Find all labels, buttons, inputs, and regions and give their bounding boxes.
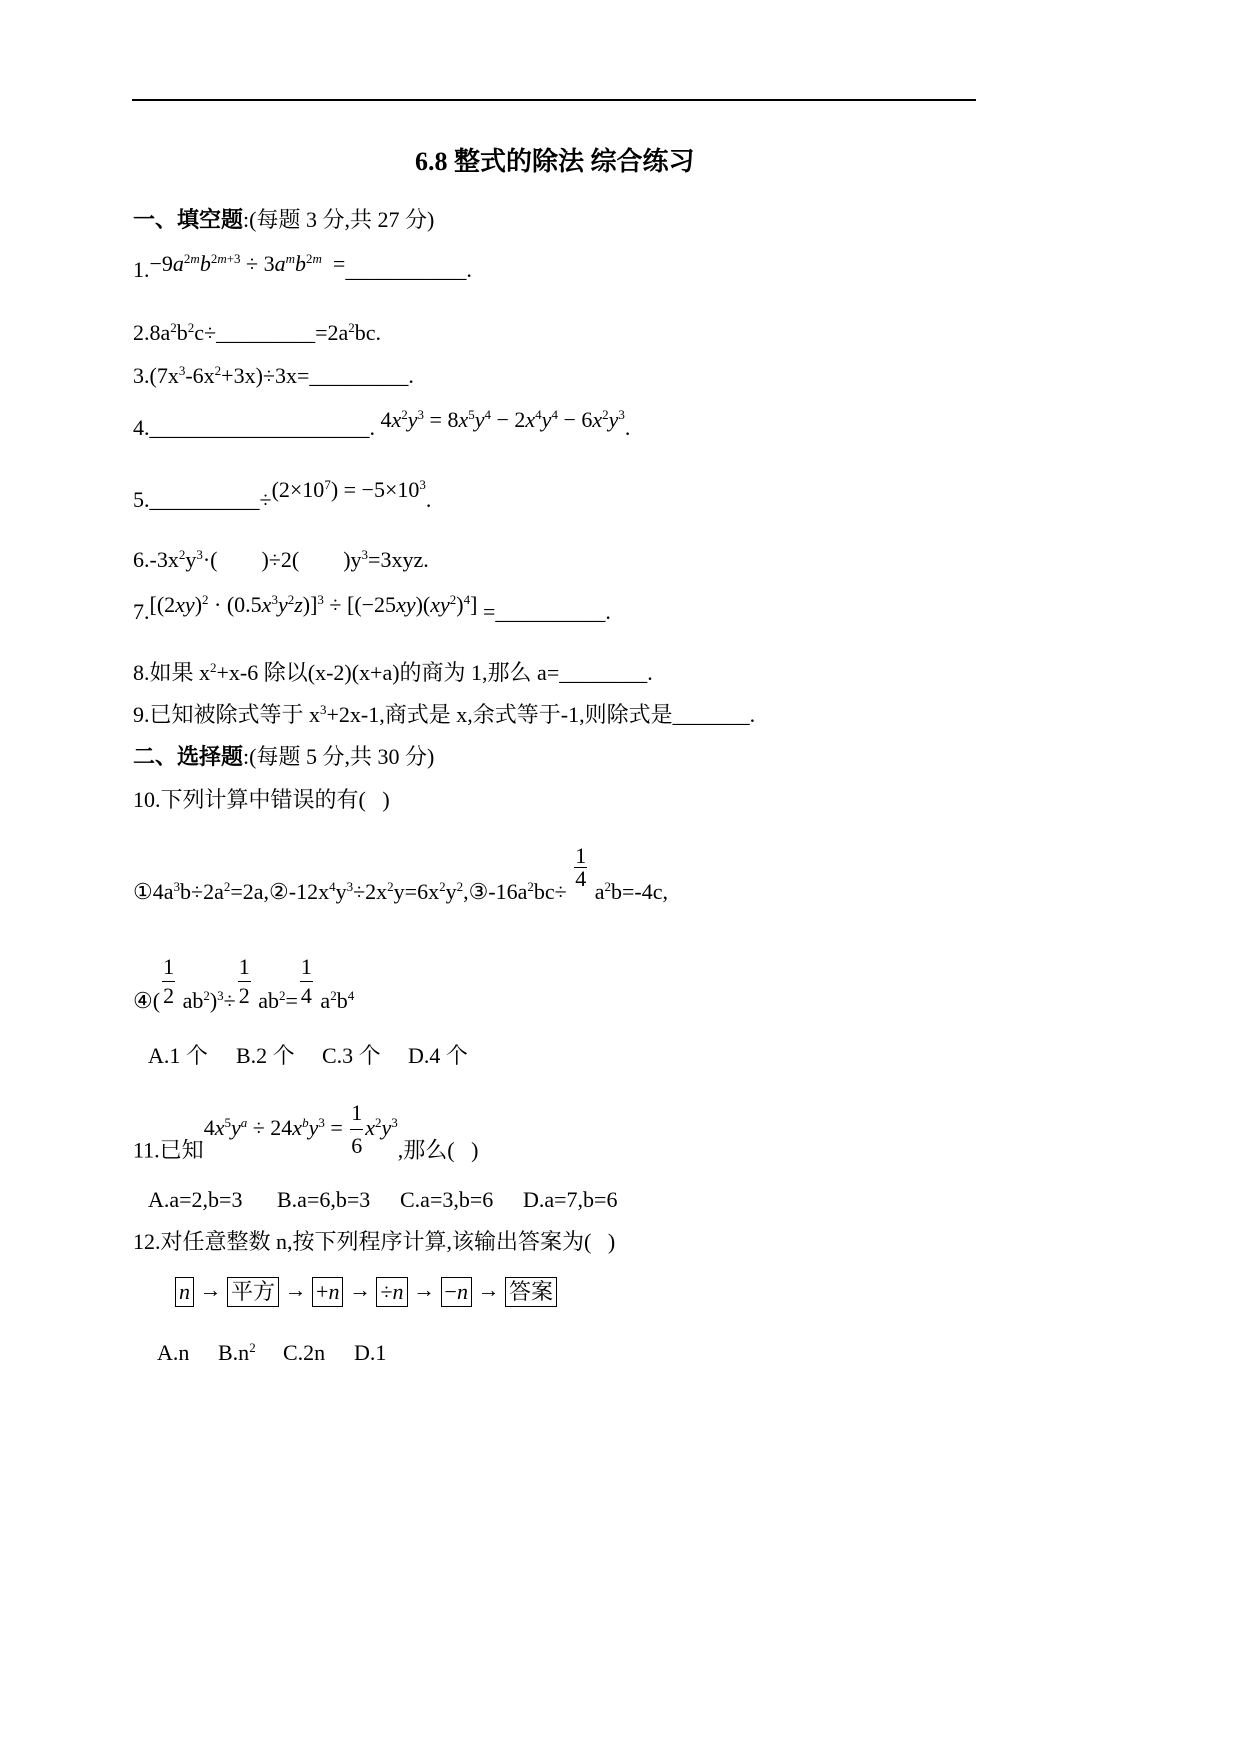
superscript: 2 <box>439 879 446 894</box>
text-run: 2.8a <box>133 320 171 345</box>
math-text: 5 <box>224 1114 231 1130</box>
math-expression <box>375 407 625 432</box>
section-title: 一、填空题 <box>133 207 244 232</box>
superscript: 2 <box>249 1340 256 1355</box>
math-variable: y <box>381 1114 392 1140</box>
text-run: 9.已知被除式等于 x <box>133 702 321 727</box>
fraction <box>162 953 175 1010</box>
section-2-heading <box>133 742 434 772</box>
math-text: ÷ [(−25 <box>323 592 397 617</box>
program-flowchart <box>175 1275 557 1305</box>
text-run: ,那么( ) <box>397 1137 479 1163</box>
math-variable: b <box>199 251 211 276</box>
text-run: A.1 个 <box>148 1043 208 1068</box>
fraction <box>300 953 313 1010</box>
math-variable: n <box>179 1278 190 1304</box>
math-superscript <box>468 407 475 422</box>
question-6 <box>133 545 429 575</box>
math-run <box>325 1115 348 1140</box>
text-run: ①4a <box>133 879 174 904</box>
math-text: 2 <box>602 407 609 422</box>
text-run: C.3 个 <box>322 1043 381 1068</box>
math-variable: m <box>217 251 227 266</box>
text-run: A.n <box>157 1340 190 1365</box>
question-3 <box>133 361 414 391</box>
question-8 <box>133 658 653 688</box>
math-text: 5 <box>468 407 475 422</box>
math-text: − 2 <box>490 407 526 432</box>
text-run: 8.如果 x <box>133 660 211 685</box>
text-run: ) <box>209 988 218 1013</box>
text-run: y=6x <box>393 879 440 904</box>
text-run: 7. <box>133 599 150 624</box>
math-text: ) <box>456 592 464 617</box>
superscript: 2 <box>210 660 217 675</box>
text-run: y <box>185 547 197 572</box>
section-1-heading <box>133 205 434 235</box>
text-run: b <box>176 320 188 345</box>
text-run: ④( <box>133 988 161 1013</box>
math-superscript <box>241 1115 248 1130</box>
question-12 <box>133 1227 615 1257</box>
math-superscript <box>418 407 425 422</box>
math-variable: a <box>240 1114 248 1130</box>
math-run <box>150 251 184 276</box>
superscript: 3 <box>346 879 354 894</box>
math-variable: b <box>295 251 307 276</box>
math-variable: xy <box>430 592 450 617</box>
math-text: (2×10 <box>271 477 325 502</box>
question-5 <box>133 477 432 515</box>
math-superscript <box>271 592 278 607</box>
option-c <box>400 1185 493 1215</box>
math-text: ) = −5×10 <box>330 477 420 502</box>
math-superscript <box>302 1115 309 1130</box>
fraction-denominator: 4 <box>300 983 312 1008</box>
math-variable: a <box>172 251 184 276</box>
math-variable: y <box>608 407 619 432</box>
text-run: D.a=7,b=6 <box>523 1187 618 1212</box>
math-run <box>491 407 535 432</box>
text-run: → <box>194 1277 227 1302</box>
math-superscript <box>401 407 408 422</box>
math-text: 3 <box>618 407 625 422</box>
math-variable: n <box>328 1278 340 1304</box>
text-run: y <box>445 879 457 904</box>
math-text: 2 <box>202 592 209 607</box>
text-run: 1. <box>133 257 150 282</box>
math-superscript <box>535 407 542 422</box>
math-run <box>272 477 325 502</box>
fraction-numerator: 1 <box>162 953 175 982</box>
question-10 <box>133 785 390 815</box>
fraction-denominator: 2 <box>238 983 250 1008</box>
page-title: 6.8 整式的除法 综合练习 <box>415 147 695 176</box>
question-7 <box>133 592 611 627</box>
math-text: +3 <box>226 251 241 266</box>
flow-box: 平方 <box>227 1277 279 1307</box>
math-variable: m <box>285 251 296 266</box>
text-run: 11.已知 <box>133 1137 204 1163</box>
option-c <box>322 1041 381 1071</box>
text-run: b <box>336 988 348 1013</box>
math-run <box>295 251 306 276</box>
math-variable: y <box>541 407 552 432</box>
text-run: C.2n <box>283 1340 326 1365</box>
text-run: 12.对任意整数 n,按下列程序计算,该输出答案为( ) <box>133 1229 616 1254</box>
flow-box <box>175 1277 194 1307</box>
text-run: . <box>425 487 432 512</box>
text-run: =__________. <box>477 599 611 624</box>
math-text: 4 <box>463 592 471 607</box>
option-a <box>148 1185 242 1215</box>
math-text: ÷ 3 <box>240 251 275 276</box>
math-variable: x <box>365 1114 376 1140</box>
math-expression <box>150 251 346 276</box>
text-run: b÷2a <box>180 879 224 904</box>
text-run: ÷ <box>223 988 236 1013</box>
fraction <box>238 953 251 1010</box>
math-text: [(2 <box>149 592 176 617</box>
math-text: · (0.5 <box>208 592 262 617</box>
text-run: . <box>624 415 631 440</box>
text-run: -6x <box>185 363 215 388</box>
math-text: = 8 <box>424 407 459 432</box>
math-superscript <box>375 1115 382 1130</box>
math-superscript <box>324 477 331 492</box>
math-text: 3 <box>419 477 426 492</box>
superscript: 3 <box>173 879 180 894</box>
math-text: 4 <box>375 407 392 432</box>
section-note: :(每题 5 分,共 30 分) <box>243 744 435 769</box>
math-run <box>278 592 288 617</box>
text-run: ab <box>252 988 279 1013</box>
superscript: 3 <box>196 547 203 562</box>
text-run: a <box>314 988 331 1013</box>
text-run: ___________. <box>345 257 472 282</box>
math-text: = <box>324 1114 349 1140</box>
math-variable: x <box>292 1114 303 1140</box>
text-run: B.a=6,b=3 <box>277 1187 371 1212</box>
superscript: 2 <box>214 363 222 378</box>
math-run <box>247 1115 302 1140</box>
text-run: D.1 <box>354 1340 387 1365</box>
superscript: 2 <box>203 988 210 1003</box>
math-variable: m <box>312 251 322 266</box>
math-text: ÷ <box>380 1278 393 1304</box>
fraction-denominator: 4 <box>575 866 587 891</box>
math-variable: y <box>407 407 418 432</box>
math-run <box>375 407 401 432</box>
math-text: 4 <box>203 1114 215 1140</box>
superscript: 2 <box>223 879 231 894</box>
math-run <box>231 1115 241 1140</box>
math-run <box>324 592 450 617</box>
math-run <box>294 592 317 617</box>
math-variable: x <box>391 407 402 432</box>
math-text: ) <box>194 592 203 617</box>
flow-box <box>441 1277 472 1307</box>
text-run: c÷_________=2a <box>194 320 349 345</box>
superscript: 3 <box>361 547 369 562</box>
math-text: ] <box>470 592 478 617</box>
math-text: 3 <box>318 1114 325 1130</box>
text-run: 10.下列计算中错误的有( ) <box>133 787 390 812</box>
math-variable: x <box>592 407 603 432</box>
math-variable: x <box>214 1114 225 1140</box>
text-run: = <box>285 988 298 1013</box>
math-text: 3 <box>391 1114 398 1130</box>
question-9 <box>133 700 755 730</box>
superscript: 2 <box>178 547 186 562</box>
superscript: 3 <box>320 702 327 717</box>
math-text: + <box>316 1278 329 1304</box>
fraction-numerator: 1 <box>350 1097 363 1130</box>
math-run <box>382 1115 392 1140</box>
math-run <box>470 592 477 617</box>
math-superscript <box>211 251 241 266</box>
superscript: 2 <box>604 879 612 894</box>
question-10-statement-4 <box>133 954 355 1013</box>
math-run <box>365 1115 375 1140</box>
math-superscript <box>318 1115 325 1130</box>
math-text: )( <box>415 592 431 617</box>
math-text: 3 <box>417 407 425 422</box>
section-title: 二、选择题 <box>133 744 244 769</box>
math-superscript <box>419 477 426 492</box>
math-text: 4 <box>551 407 558 422</box>
text-run: → <box>471 1277 505 1302</box>
fraction-numerator: 1 <box>238 953 251 982</box>
question-2 <box>133 318 381 348</box>
fraction-denominator: 6 <box>351 1133 363 1158</box>
fraction-numerator: 1 <box>575 843 587 868</box>
text-run: ÷2x <box>353 879 388 904</box>
math-text: 3 <box>271 592 278 607</box>
text-run: ,③-16a <box>463 879 528 904</box>
math-text: 2 <box>449 592 457 607</box>
fraction <box>574 845 587 890</box>
text-run: 3.(7x <box>133 363 179 388</box>
math-text: 7 <box>324 477 331 492</box>
option-b <box>218 1338 256 1368</box>
math-variable: a <box>274 251 286 276</box>
math-variable: x <box>525 407 536 432</box>
option-b <box>277 1185 370 1215</box>
superscript: 2 <box>527 879 534 894</box>
superscript: 4 <box>347 988 355 1003</box>
text-run: ab <box>177 988 204 1013</box>
math-superscript <box>317 592 324 607</box>
text-run: → <box>279 1277 313 1302</box>
math-run <box>408 407 418 432</box>
math-variable: x <box>261 592 272 617</box>
math-expression <box>150 592 478 617</box>
math-superscript <box>450 592 457 607</box>
math-variable: m <box>190 251 200 266</box>
math-text: ÷ 24 <box>247 1114 293 1140</box>
math-variable: y <box>277 592 288 617</box>
math-run <box>331 477 420 502</box>
math-variable: y <box>230 1114 241 1140</box>
math-variable: y <box>474 407 485 432</box>
math-run <box>204 1115 225 1140</box>
math-run <box>424 407 468 432</box>
text-run: 5.__________÷ <box>133 487 272 512</box>
math-variable: n <box>392 1278 404 1304</box>
math-text: 2 <box>401 407 408 422</box>
text-run: b=-4c, <box>611 879 669 904</box>
text-run: → <box>343 1277 377 1302</box>
superscript: 4 <box>329 879 336 894</box>
math-text: 2 <box>306 251 313 266</box>
text-run: 6.-3x <box>133 547 179 572</box>
math-superscript <box>602 407 609 422</box>
question-11 <box>133 1100 479 1163</box>
math-variable: x <box>458 407 469 432</box>
flow-box <box>312 1277 343 1307</box>
superscript: 2 <box>348 320 355 335</box>
math-text: − <box>444 1278 457 1304</box>
fraction <box>350 1097 363 1162</box>
math-superscript <box>306 251 322 266</box>
question-1 <box>133 251 472 285</box>
math-variable: n <box>456 1278 468 1304</box>
math-superscript <box>288 592 295 607</box>
math-superscript <box>391 1115 398 1130</box>
question-4 <box>133 407 631 443</box>
math-run <box>241 251 286 276</box>
math-run <box>200 251 211 276</box>
flow-box: 答案 <box>505 1277 557 1307</box>
option-d <box>523 1185 617 1215</box>
math-text: 2 <box>183 251 191 266</box>
math-superscript <box>224 1115 231 1130</box>
math-text: 2 <box>375 1114 382 1130</box>
text-run: 4.____________________. <box>133 415 375 440</box>
option-a <box>157 1338 189 1368</box>
text-run: =2a,②-12x <box>230 879 330 904</box>
math-variable: xy <box>175 592 195 617</box>
math-run <box>309 1115 319 1140</box>
math-superscript <box>184 251 200 266</box>
math-run <box>542 407 552 432</box>
superscript: 2 <box>279 988 286 1003</box>
math-superscript <box>484 407 491 422</box>
option-c <box>283 1338 325 1368</box>
math-text: 4 <box>484 407 491 422</box>
math-text: 3 <box>317 592 324 607</box>
fraction-denominator: 2 <box>163 983 175 1008</box>
math-run <box>558 407 602 432</box>
math-run <box>456 592 463 617</box>
option-d <box>408 1041 468 1071</box>
option-d <box>354 1338 386 1368</box>
math-expression <box>272 477 426 502</box>
header-rule <box>132 99 976 101</box>
math-variable: b <box>302 1114 309 1130</box>
math-text: 2 <box>210 251 218 266</box>
math-text: 2 <box>287 592 295 607</box>
text-run: a <box>589 879 605 904</box>
text-run: C.a=3,b=6 <box>400 1187 494 1212</box>
flow-box <box>376 1277 407 1307</box>
option-b <box>236 1041 295 1071</box>
superscript: 2 <box>387 879 394 894</box>
superscript: 2 <box>187 320 195 335</box>
superscript: 3 <box>178 363 186 378</box>
math-text: −9 <box>149 251 173 276</box>
text-run: +x-6 除以(x-2)(x+a)的商为 1,那么 a=________. <box>216 660 653 685</box>
superscript: 3 <box>217 988 224 1003</box>
superscript: 2 <box>330 988 337 1003</box>
math-expression <box>203 1100 398 1158</box>
text-run: =3xyz. <box>368 547 429 572</box>
math-run <box>322 251 345 276</box>
text-run: → <box>407 1277 441 1302</box>
math-superscript <box>618 407 625 422</box>
math-run <box>609 407 619 432</box>
math-variable: y <box>308 1114 319 1140</box>
text-run: bc. <box>354 320 382 345</box>
text-run: B.2 个 <box>236 1043 295 1068</box>
math-text: = <box>321 251 346 276</box>
math-superscript <box>202 592 209 607</box>
math-text: )] <box>302 592 318 617</box>
text-run: A.a=2,b=3 <box>148 1187 243 1212</box>
text-run: bc÷ <box>533 879 573 904</box>
text-run: y <box>335 879 347 904</box>
text-run: D.4 个 <box>408 1043 468 1068</box>
superscript: 2 <box>170 320 177 335</box>
math-variable: z <box>294 592 303 617</box>
math-variable: xy <box>396 592 416 617</box>
math-superscript <box>551 407 558 422</box>
math-text: − 6 <box>557 407 593 432</box>
fraction-numerator: 1 <box>300 953 313 982</box>
math-run <box>209 592 272 617</box>
option-a <box>148 1041 208 1071</box>
math-run <box>150 592 203 617</box>
text-run: ·( )÷2( )y <box>202 547 362 572</box>
text-run: +3x)÷3x=_________. <box>221 363 414 388</box>
section-note: :(每题 3 分,共 27 分) <box>243 207 435 232</box>
math-text: 4 <box>535 407 542 422</box>
text-run: +2x-1,商式是 x,余式等于-1,则除式是_______. <box>326 702 756 727</box>
text-run: B.n <box>218 1340 250 1365</box>
math-superscript <box>464 592 471 607</box>
superscript: 2 <box>456 879 464 894</box>
math-superscript <box>286 251 295 266</box>
